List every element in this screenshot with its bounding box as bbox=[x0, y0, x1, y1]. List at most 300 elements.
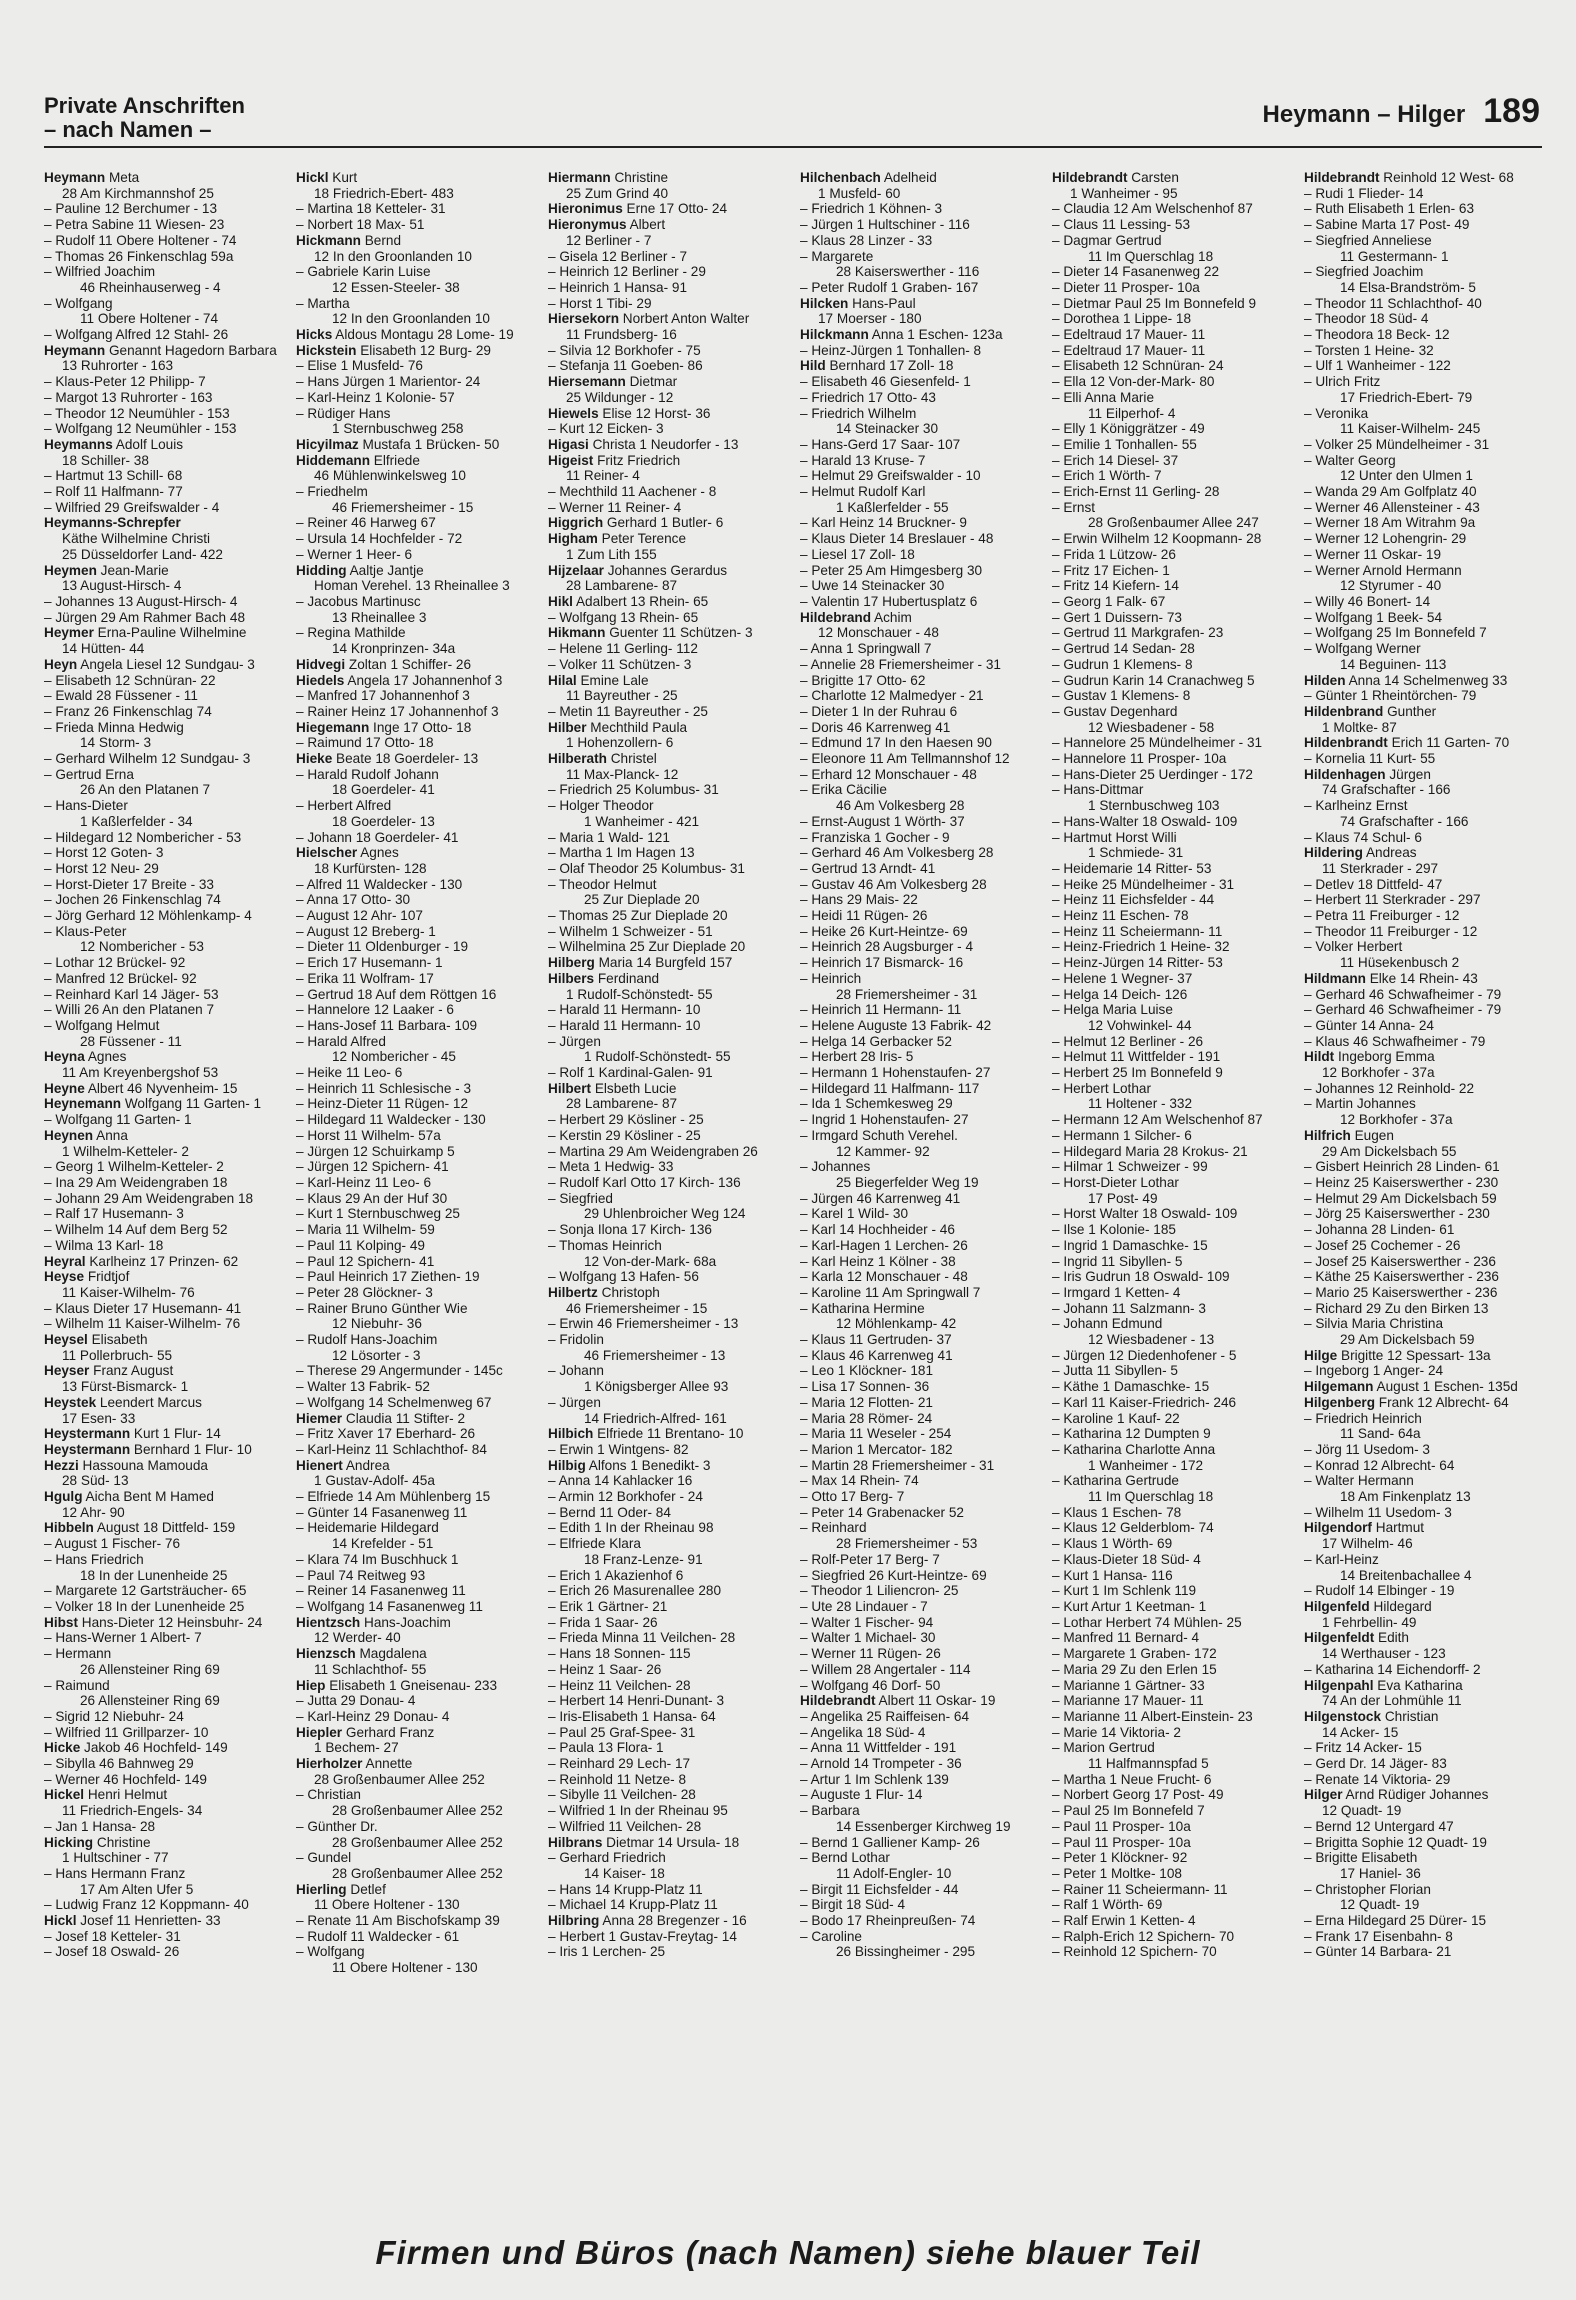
directory-entry: 1 Kaßlerfelder - 34 bbox=[80, 813, 193, 829]
directory-entry: – Wolfgang 14 Fasanenweg 11 bbox=[296, 1598, 483, 1614]
directory-entry: – Dietmar Paul 25 Im Bonnefeld 9 bbox=[1052, 295, 1257, 311]
directory-entry: 18 In der Lunenheide 25 bbox=[80, 1567, 228, 1583]
directory-entry: – Margarete 1 Graben- 172 bbox=[1052, 1646, 1217, 1662]
directory-entry: 26 An den Platanen 7 bbox=[80, 782, 211, 798]
directory-entry: Hielscher Agnes bbox=[296, 845, 399, 861]
directory-entry: – Paul 12 Spichern- 41 bbox=[296, 1253, 435, 1269]
footer-note: Firmen und Büros (nach Namen) siehe blauer Teil bbox=[375, 2234, 1201, 2271]
directory-entry: – Anna 14 Kahlacker 16 bbox=[548, 1473, 693, 1489]
directory-entry: – Reiner 46 Harweg 67 bbox=[296, 515, 436, 531]
directory-entry: Hickstein Elisabeth 12 Burg- 29 bbox=[296, 342, 491, 358]
column-5 bbox=[1052, 170, 1288, 2220]
directory-entry: 12 Unter den Ulmen 1 bbox=[1340, 468, 1473, 484]
directory-entry: – Helga 14 Gerbacker 52 bbox=[800, 1033, 952, 1049]
directory-entry: – Erhard 12 Monschauer - 48 bbox=[800, 766, 977, 782]
directory-entry: – Hans-Walter 18 Oswald- 109 bbox=[1052, 813, 1238, 829]
directory-entry: – Rudolf Hans-Joachim bbox=[296, 1332, 438, 1348]
directory-entry: – Rudolf Karl Otto 17 Kirch- 136 bbox=[548, 1175, 741, 1190]
directory-entry: 1 Rudolf-Schönstedt- 55 bbox=[566, 986, 713, 1002]
directory-entry: – Jürgen 12 Spichern- 41 bbox=[296, 1159, 449, 1175]
directory-entry: – Rudolf 11 Waldecker - 61 bbox=[296, 1928, 460, 1944]
directory-entry: 18 Schiller- 38 bbox=[62, 452, 149, 468]
directory-entry: – Wolfgang 13 Hafen- 56 bbox=[548, 1269, 699, 1285]
directory-entry: 28 Großenbaumer Allee 247 bbox=[1088, 515, 1259, 531]
directory-entry: – Heinz 1 Saar- 26 bbox=[548, 1661, 662, 1677]
surname: Hibst bbox=[44, 1614, 78, 1630]
directory-entry: Hilal Emine Lale bbox=[548, 672, 649, 688]
directory-entry: Hilgenpahl Eva Katharina bbox=[1304, 1677, 1463, 1693]
directory-entry: – Hans 29 Mais- 22 bbox=[800, 892, 918, 908]
directory-entry: – Armin 12 Borkhofer - 24 bbox=[548, 1489, 703, 1505]
directory-entry: 1 Zum Lith 155 bbox=[566, 546, 657, 562]
directory-entry: – Dieter 11 Oldenburger - 19 bbox=[296, 939, 469, 955]
directory-entry: Hieke Beate 18 Goerdeler- 13 bbox=[296, 751, 479, 767]
directory-entry: – Gabriele Karin Luise bbox=[296, 264, 431, 280]
directory-entry: – Helmut 11 Wittfelder - 191 bbox=[1052, 1049, 1221, 1065]
directory-entry: Heyser Franz August bbox=[44, 1363, 174, 1379]
surname: Hijzelaar bbox=[548, 562, 604, 578]
directory-entry: 12 Nombericher - 53 bbox=[80, 939, 204, 955]
surname: Hildt bbox=[1304, 1049, 1335, 1065]
directory-entry: – Ernst bbox=[1052, 499, 1096, 515]
surname: Hilfrich bbox=[1304, 1127, 1351, 1143]
directory-entry: – Heinz-Friedrich 1 Heine- 32 bbox=[1052, 939, 1230, 955]
directory-entry: – Peter 28 Glöckner- 3 bbox=[296, 1284, 433, 1300]
directory-entry: 12 Wiesbadener - 58 bbox=[1088, 719, 1215, 735]
directory-entry: – Gerhard Wilhelm 12 Sundgau- 3 bbox=[44, 751, 251, 767]
directory-entry: – Walter Georg bbox=[1304, 452, 1396, 468]
directory-entry: – Friedhelm bbox=[296, 484, 368, 500]
directory-entry: – Siegfried Anneliese bbox=[1304, 232, 1432, 248]
directory-entry: – Hildegard 11 Waldecker - 130 bbox=[296, 1112, 486, 1128]
directory-entry: – Jörg 25 Kaiserswerther - 230 bbox=[1304, 1206, 1490, 1222]
surname: Heyse bbox=[44, 1269, 85, 1285]
directory-entry: – Claus 11 Lessing- 53 bbox=[1052, 217, 1191, 233]
directory-entry: – Johannes bbox=[800, 1159, 871, 1175]
directory-entry: – Leo 1 Klöckner- 181 bbox=[800, 1363, 934, 1379]
directory-entry: 18 Goerdeler- 13 bbox=[332, 813, 435, 829]
directory-entry: – Hermann 1 Hohenstaufen- 27 bbox=[800, 1065, 991, 1081]
directory-entry: – Maria 12 Flotten- 21 bbox=[800, 1394, 933, 1410]
directory-entry: Hildenbrandt Erich 11 Garten- 70 bbox=[1304, 735, 1510, 751]
directory-entry: – Edith 1 In der Rheinau 98 bbox=[548, 1520, 714, 1536]
directory-entry: – Franziska 1 Gocher - 9 bbox=[800, 829, 950, 845]
directory-entry: Heystermann Bernhard 1 Flur- 10 bbox=[44, 1441, 252, 1457]
page-header-right bbox=[1263, 92, 1540, 131]
surname: Heynemann bbox=[44, 1096, 122, 1112]
directory-entry: – Otto 17 Berg- 7 bbox=[800, 1489, 905, 1505]
surname: Hgulg bbox=[44, 1489, 83, 1505]
directory-entry: – Johannes 13 August-Hirsch- 4 bbox=[44, 593, 238, 609]
directory-entry: 46 Am Volkesberg 28 bbox=[836, 798, 965, 814]
directory-entry: – Ewald 28 Füssener - 11 bbox=[44, 688, 198, 704]
directory-entry: – Heinrich 17 Bismarck- 16 bbox=[800, 955, 964, 971]
directory-entry: 18 Franz-Lenze- 91 bbox=[584, 1551, 703, 1567]
surname: Heymanns-Schrepfer bbox=[44, 515, 181, 531]
directory-entry: – Maria 28 Römer- 24 bbox=[800, 1410, 933, 1426]
directory-entry: Heyral Karlheinz 17 Prinzen- 62 bbox=[44, 1253, 239, 1269]
directory-entry: – Günther Dr. bbox=[296, 1818, 378, 1834]
directory-entry: – Christopher Florian bbox=[1304, 1881, 1431, 1897]
directory-entry: Heyn Angela Liesel 12 Sundgau- 3 bbox=[44, 656, 255, 672]
directory-entry: – Ingeborg 1 Anger- 24 bbox=[1304, 1363, 1444, 1379]
directory-entry: – Volker 25 Mündelheimer - 31 bbox=[1304, 436, 1490, 452]
directory-entry: – Herbert 1 Gustav-Freytag- 14 bbox=[548, 1928, 737, 1944]
directory-entry: – Hartmut 13 Schill- 68 bbox=[44, 468, 183, 484]
directory-entry: – Josef 18 Ketteler- 31 bbox=[44, 1928, 181, 1944]
directory-entry: – Max 14 Rhein- 74 bbox=[800, 1473, 919, 1489]
directory-entry: – Elisabeth 12 Schnüran- 24 bbox=[1052, 358, 1224, 374]
directory-entry: – Elli Anna Marie bbox=[1052, 389, 1155, 405]
directory-entry: – Jacobus Martinusc bbox=[296, 593, 421, 609]
directory-entry: – Horst 12 Goten- 3 bbox=[44, 845, 164, 861]
surname: Heyne bbox=[44, 1080, 85, 1096]
directory-entry: – Johann 11 Salzmann- 3 bbox=[1052, 1300, 1206, 1316]
directory-entry: Heystek Leendert Marcus bbox=[44, 1394, 202, 1410]
directory-entry: 11 Halfmannspfad 5 bbox=[1088, 1756, 1209, 1772]
directory-entry: 14 Essenberger Kirchweg 19 bbox=[836, 1818, 1011, 1834]
surname: Hildebrand bbox=[800, 609, 871, 625]
directory-entry: – Günter 1 Rheintörchen- 79 bbox=[1304, 688, 1477, 704]
directory-entry: – Hans 14 Krupp-Platz 11 bbox=[548, 1881, 703, 1897]
directory-entry: – Werner 46 Allensteiner - 43 bbox=[1304, 499, 1480, 515]
directory-entry: – Lothar 12 Brückel- 92 bbox=[44, 955, 186, 971]
directory-entry: – Birgit 18 Süd- 4 bbox=[800, 1897, 906, 1913]
directory-entry: – Heinrich 12 Berliner - 29 bbox=[548, 264, 706, 280]
directory-entry: – Margarete 12 Gartsträucher- 65 bbox=[44, 1583, 247, 1599]
name-range: Heymann – Hilger bbox=[1262, 101, 1466, 128]
directory-entry: – Friedrich Wilhelm bbox=[800, 405, 917, 421]
directory-entry: 1 Bechem- 27 bbox=[314, 1740, 399, 1756]
directory-entry: 1 Wilhelm-Ketteler- 2 bbox=[62, 1143, 189, 1159]
directory-entry: – Johann 29 Am Weidengraben 18 bbox=[44, 1190, 254, 1206]
directory-entry: 12 Quadt- 19 bbox=[1322, 1803, 1402, 1819]
directory-entry: Higeist Fritz Friedrich bbox=[548, 452, 681, 468]
directory-entry: – Harald 11 Hermann- 10 bbox=[548, 1002, 701, 1018]
directory-entry: Hilge Brigitte 12 Spessart- 13a bbox=[1304, 1347, 1491, 1363]
directory-entry: – Ralf 17 Husemann- 3 bbox=[44, 1206, 184, 1222]
directory-entry: Heyse Fridtjof bbox=[44, 1269, 130, 1285]
directory-entry: 26 Bissingheimer - 295 bbox=[836, 1944, 976, 1960]
directory-entry: 12 Monschauer - 48 bbox=[818, 625, 939, 641]
directory-entry: – Klaus 74 Schul- 6 bbox=[1304, 829, 1422, 845]
directory-entry: – Ingrid 11 Sibyllen- 5 bbox=[1052, 1253, 1183, 1269]
directory-entry: – Ingrid 1 Hohenstaufen- 27 bbox=[800, 1112, 969, 1128]
directory-entry: – Marianne 17 Mauer- 11 bbox=[1052, 1693, 1204, 1709]
directory-entry: Hilgenstock Christian bbox=[1304, 1708, 1439, 1724]
directory-entry: – Norbert 18 Max- 51 bbox=[296, 217, 425, 233]
directory-entry: – Konrad 12 Albrecht- 64 bbox=[1304, 1457, 1455, 1473]
directory-entry: – Erna Hildegard 25 Dürer- 15 bbox=[1304, 1913, 1487, 1929]
surname: Hilge bbox=[1304, 1347, 1338, 1363]
directory-entry: 1 Wanheimer - 421 bbox=[584, 813, 700, 829]
directory-entry: – Frank 17 Eisenbahn- 8 bbox=[1304, 1928, 1453, 1944]
surname: Heyna bbox=[44, 1049, 85, 1065]
directory-entry: 1 Kaßlerfelder - 55 bbox=[836, 499, 949, 515]
directory-entry: Hijzelaar Johannes Gerardus bbox=[548, 562, 728, 578]
column-1 bbox=[44, 170, 280, 2220]
directory-entry: 74 Grafschafter - 166 bbox=[1340, 813, 1469, 829]
directory-entry: – Wilfried 11 Veilchen- 28 bbox=[548, 1818, 702, 1834]
directory-entry: – Fritz Xaver 17 Eberhard- 26 bbox=[296, 1426, 476, 1442]
directory-entry: Heymann Meta bbox=[44, 170, 140, 185]
directory-entry: – Horst 12 Neu- 29 bbox=[44, 860, 159, 876]
column-6 bbox=[1304, 170, 1540, 2220]
directory-entry: – Wolfgang 1 Beek- 54 bbox=[1304, 609, 1443, 625]
directory-entry: – Elisabeth 12 Schnüran- 22 bbox=[44, 672, 216, 688]
directory-entry: – Heinz-Jürgen 1 Tonhallen- 8 bbox=[800, 342, 982, 358]
directory-entry: – Erika Cäcilie bbox=[800, 782, 887, 798]
directory-entry: – Klaus Dieter 14 Breslauer - 48 bbox=[800, 531, 994, 547]
directory-entry: Heysel Elisabeth bbox=[44, 1332, 148, 1348]
directory-entry: 29 Uhlenbroicher Weg 124 bbox=[584, 1206, 746, 1222]
directory-entry: – Gudrun 1 Klemens- 8 bbox=[1052, 656, 1193, 672]
directory-entry: Hiep Elisabeth 1 Gneisenau- 233 bbox=[296, 1677, 498, 1693]
directory-entry: 14 Elsa-Brandström- 5 bbox=[1340, 279, 1476, 295]
directory-entry: – Paul 25 Graf-Spee- 31 bbox=[548, 1724, 696, 1740]
directory-entry: – Reinhard Karl 14 Jäger- 53 bbox=[44, 986, 219, 1002]
directory-entry: 74 Grafschafter - 166 bbox=[1322, 782, 1451, 798]
surname: Hielscher bbox=[296, 845, 358, 861]
directory-entry: – Ilse 1 Kolonie- 185 bbox=[1052, 1222, 1176, 1238]
directory-entry: – Thomas 25 Zur Dieplade 20 bbox=[548, 908, 728, 924]
directory-entry: – Margarete bbox=[800, 248, 874, 264]
directory-entry: – Alfred 11 Waldecker - 130 bbox=[296, 876, 463, 892]
directory-entry: 25 Wildunger - 12 bbox=[566, 389, 674, 405]
directory-entry: – Hans-Dieter 25 Uerdinger - 172 bbox=[1052, 766, 1253, 782]
directory-entry: 14 Kaiser- 18 bbox=[584, 1865, 665, 1881]
directory-entry: – Manfred 17 Johannenhof 3 bbox=[296, 688, 470, 704]
directory-entry: – Josef 25 Cochemer - 26 bbox=[1304, 1237, 1461, 1253]
directory-entry: 12 Nombericher - 45 bbox=[332, 1049, 456, 1065]
directory-entry: – Hans-Josef 11 Barbara- 109 bbox=[296, 1017, 478, 1033]
directory-entry: 13 August-Hirsch- 4 bbox=[62, 578, 182, 594]
directory-entry: – Gisbert Heinrich 28 Linden- 61 bbox=[1304, 1159, 1500, 1175]
directory-entry: – Walter 1 Michael- 30 bbox=[800, 1630, 936, 1646]
directory-entry: – Torsten 1 Heine- 32 bbox=[1304, 342, 1434, 358]
directory-entry: – Martina 18 Ketteler- 31 bbox=[296, 201, 446, 217]
directory-entry: – Frieda Minna Hedwig bbox=[44, 719, 184, 735]
directory-entry: Hicks Aldous Montagu 28 Lome- 19 bbox=[296, 327, 514, 343]
surname: Hilden bbox=[1304, 672, 1346, 688]
directory-entry: Heynen Anna bbox=[44, 1127, 128, 1143]
directory-entry: – Lisa 17 Sonnen- 36 bbox=[800, 1379, 930, 1395]
directory-entry: Hilgenfeld Hildegard bbox=[1304, 1598, 1432, 1614]
directory-entry: 28 Friemersheimer - 31 bbox=[836, 986, 978, 1002]
directory-entry: Heymann Genannt Hagedorn Barbara bbox=[44, 342, 277, 358]
directory-entry: – Karl 11 Kaiser-Friedrich- 246 bbox=[1052, 1394, 1237, 1410]
surname: Higeist bbox=[548, 452, 594, 468]
directory-entry: – Karl-Heinz 11 Leo- 6 bbox=[296, 1175, 432, 1190]
directory-entry: – Wilfried 1 In der Rheinau 95 bbox=[548, 1803, 728, 1819]
surname: Heyral bbox=[44, 1253, 86, 1269]
directory-entry: Hiewels Elise 12 Horst- 36 bbox=[548, 405, 711, 421]
directory-entry: – Harald Rudolf Johann bbox=[296, 766, 439, 782]
directory-entry: – Michael 14 Krupp-Platz 11 bbox=[548, 1897, 718, 1913]
directory-entry: – Wolfgang bbox=[296, 1944, 365, 1960]
surname: Hicke bbox=[44, 1740, 81, 1756]
directory-entry: 12 Quadt- 19 bbox=[1340, 1897, 1420, 1913]
directory-entry: – Reinhold 11 Netze- 8 bbox=[548, 1771, 687, 1787]
directory-entry: – Ulf 1 Wanheimer - 122 bbox=[1304, 358, 1451, 374]
directory-entry: 1 Schmiede- 31 bbox=[1088, 845, 1184, 861]
directory-entry: – Renate 14 Viktoria- 29 bbox=[1304, 1771, 1451, 1787]
directory-entry: – Karoline 1 Kauf- 22 bbox=[1052, 1410, 1180, 1426]
directory-entry: Hickl Josef 11 Henrietten- 33 bbox=[44, 1913, 221, 1929]
directory-entry: – Helene Auguste 13 Fabrik- 42 bbox=[800, 1017, 992, 1033]
directory-entry: – Gerd Dr. 14 Jäger- 83 bbox=[1304, 1756, 1447, 1772]
directory-entry: – Ernst-August 1 Wörth- 37 bbox=[800, 813, 965, 829]
directory-entry: – Gertrud 18 Auf dem Röttgen 16 bbox=[296, 986, 497, 1002]
directory-entry: – Rolf 1 Kardinal-Galen- 91 bbox=[548, 1065, 713, 1081]
surname: Hildenbrand bbox=[1304, 703, 1384, 719]
surname: Hikmann bbox=[548, 625, 606, 641]
directory-entry: – Hannelore 11 Prosper- 10a bbox=[1052, 751, 1227, 767]
directory-entry: – Paula 13 Flora- 1 bbox=[548, 1740, 664, 1756]
directory-entry: – Hans Hermann Franz bbox=[44, 1865, 186, 1881]
directory-entry: – Marie 14 Viktoria- 2 bbox=[1052, 1724, 1181, 1740]
directory-entry: 12 Kammer- 92 bbox=[836, 1143, 930, 1159]
directory-entry: Hildebrandt Albert 11 Oskar- 19 bbox=[800, 1693, 996, 1709]
surname: Hickmann bbox=[296, 232, 361, 248]
directory-entry: – Hartmut Horst Willi bbox=[1052, 829, 1177, 845]
directory-entry: – Kurt Artur 1 Keetman- 1 bbox=[1052, 1598, 1207, 1614]
directory-entry: – Rainer Bruno Günther Wie bbox=[296, 1300, 468, 1316]
directory-entry: Hilbrans Dietmar 14 Ursula- 18 bbox=[548, 1834, 740, 1850]
directory-entry: – Johann 18 Goerdeler- 41 bbox=[296, 829, 459, 845]
directory-entry: Hierling Detlef bbox=[296, 1881, 386, 1897]
directory-entry: Heynemann Wolfgang 11 Garten- 1 bbox=[44, 1096, 262, 1112]
directory-entry: – Jörg Gerhard 12 Möhlenkamp- 4 bbox=[44, 908, 252, 924]
surname: Hiermann bbox=[548, 170, 611, 185]
directory-entry: 28 Großenbaumer Allee 252 bbox=[332, 1865, 503, 1881]
directory-entry: – Edeltraud 17 Mauer- 11 bbox=[1052, 327, 1206, 343]
surname: Heystek bbox=[44, 1394, 97, 1410]
directory-entry: 14 Krefelder - 51 bbox=[332, 1536, 434, 1552]
directory-entry: – Heike 26 Kurt-Heintze- 69 bbox=[800, 923, 968, 939]
directory-entry: – Maria 29 Zu den Erlen 15 bbox=[1052, 1661, 1217, 1677]
directory-entry: 12 In den Groonlanden 10 bbox=[314, 248, 472, 264]
directory-entry: 14 Beguinen- 113 bbox=[1340, 656, 1447, 672]
directory-entry: – Therese 29 Angermunder - 145c bbox=[296, 1363, 503, 1379]
directory-entry: – Herbert 11 Sterkrader - 297 bbox=[1304, 892, 1481, 908]
directory-entry: – Helene 11 Gerling- 112 bbox=[548, 641, 698, 657]
directory-entry: Hikl Adalbert 13 Rhein- 65 bbox=[548, 593, 709, 609]
directory-entry: – Theodor 11 Freiburger - 12 bbox=[1304, 923, 1478, 939]
directory-entry: – Veronika bbox=[1304, 405, 1369, 421]
directory-entry: Hiddemann Elfriede bbox=[296, 452, 420, 468]
directory-entry: – Hermann 12 Am Welschenhof 87 bbox=[1052, 1112, 1263, 1128]
directory-entry: 18 Goerdeler- 41 bbox=[332, 782, 435, 798]
directory-entry: – Erwin 46 Friemersheimer - 13 bbox=[548, 1316, 739, 1332]
directory-entry: – Reinhold 12 Spichern- 70 bbox=[1052, 1944, 1217, 1960]
directory-entry: – Angelika 25 Raiffeisen- 64 bbox=[800, 1708, 970, 1724]
directory-entry: – Charlotte 12 Malmedyer - 21 bbox=[800, 688, 984, 704]
directory-entry: – Klaus 1 Eschen- 78 bbox=[1052, 1504, 1182, 1520]
directory-entry: – Hildegard Maria 28 Krokus- 21 bbox=[1052, 1143, 1248, 1159]
directory-entry: Hilgendorf Hartmut bbox=[1304, 1520, 1425, 1536]
directory-entry: – Dieter 11 Prosper- 10a bbox=[1052, 279, 1200, 295]
directory-entry: – Petra 11 Freiburger - 12 bbox=[1304, 908, 1460, 924]
directory-entry: – Klaus 1 Wörth- 69 bbox=[1052, 1536, 1173, 1552]
directory-entry: – Heidi 11 Rügen- 26 bbox=[800, 908, 928, 924]
surname: Heymann bbox=[44, 342, 106, 358]
directory-entry: – Marianne 11 Albert-Einstein- 23 bbox=[1052, 1708, 1253, 1724]
directory-entry: – Jürgen 12 Schuirkamp 5 bbox=[296, 1143, 455, 1159]
directory-entry: Hildebrand Achim bbox=[800, 609, 912, 625]
directory-entry: 13 Ruhrorter - 163 bbox=[62, 358, 174, 374]
column-2 bbox=[296, 170, 532, 2220]
directory-entry: – Theodor 12 Neumühler - 153 bbox=[44, 405, 230, 421]
directory-entry: – Mechthild 11 Aachener - 8 bbox=[548, 484, 717, 500]
directory-entry: – Jürgen 46 Karrenweg 41 bbox=[800, 1190, 961, 1206]
directory-entry: – Walter 13 Fabrik- 52 bbox=[296, 1379, 430, 1395]
directory-entry: – Gertrud 14 Sedan- 28 bbox=[1052, 641, 1195, 657]
directory-entry: – Rainer 11 Scheiermann- 11 bbox=[1052, 1881, 1228, 1897]
directory-entry: – Auguste 1 Flur- 14 bbox=[800, 1787, 923, 1803]
directory-entry: 12 Möhlenkamp- 42 bbox=[836, 1316, 957, 1332]
directory-entry: – Paul Heinrich 17 Ziethen- 19 bbox=[296, 1269, 480, 1285]
directory-entry: – Heinrich 1 Hansa- 91 bbox=[548, 279, 688, 295]
directory-entry: Hilgenberg Frank 12 Albrecht- 64 bbox=[1304, 1394, 1509, 1410]
surname: Hild bbox=[800, 358, 826, 374]
directory-entry: – Valentin 17 Hubertusplatz 6 bbox=[800, 593, 978, 609]
directory-entry: Homan Verehel. 13 Rheinallee 3 bbox=[314, 578, 510, 594]
directory-entry: 1 Hohenzollern- 6 bbox=[566, 735, 674, 751]
directory-entry: – Karl 14 Hochheider - 46 bbox=[800, 1222, 955, 1238]
directory-entry: – Klaus 11 Gertruden- 37 bbox=[800, 1332, 952, 1348]
directory-entry: – Stefanja 11 Goeben- 86 bbox=[548, 358, 703, 374]
surname: Hicks bbox=[296, 327, 333, 343]
directory-entry: – Rolf-Peter 17 Berg- 7 bbox=[800, 1551, 940, 1567]
directory-entry: – Peter 1 Moltke- 108 bbox=[1052, 1865, 1182, 1881]
directory-entry bbox=[44, 515, 280, 531]
directory-entry: – Werner Arnold Hermann bbox=[1304, 562, 1462, 578]
directory-entry: 1 Moltke- 87 bbox=[1322, 719, 1397, 735]
directory-entry: – Franz 26 Finkenschlag 74 bbox=[44, 703, 212, 719]
directory-entry: – Lothar Herbert 74 Mühlen- 25 bbox=[1052, 1614, 1242, 1630]
directory-entry: – Brigitte 17 Otto- 62 bbox=[800, 672, 926, 688]
directory-entry: – Hannelore 25 Mündelheimer - 31 bbox=[1052, 735, 1263, 751]
directory-entry: – Rudolf 14 Elbinger - 19 bbox=[1304, 1583, 1455, 1599]
page-number: 189 bbox=[1483, 92, 1540, 130]
directory-entry: 1 Sternbuschweg 103 bbox=[1088, 798, 1220, 814]
directory-entry: – Katharina Hermine bbox=[800, 1300, 925, 1316]
directory-entry: – Anna 1 Springwall 7 bbox=[800, 641, 932, 657]
surname: Hilchenbach bbox=[800, 170, 881, 185]
directory-entry: – Gert 1 Duissern- 73 bbox=[1052, 609, 1182, 625]
directory-entry: Heystermann Kurt 1 Flur- 14 bbox=[44, 1426, 221, 1442]
directory-entry: 12 Essen-Steeler- 38 bbox=[332, 279, 460, 295]
directory-entry: – Wilfried 11 Grillparzer- 10 bbox=[44, 1724, 209, 1740]
directory-entry: – Manfred 11 Bernard- 4 bbox=[1052, 1630, 1200, 1646]
surname: Hienzsch bbox=[296, 1646, 356, 1662]
directory-entry: 11 Kaiser-Wilhelm- 245 bbox=[1340, 421, 1481, 437]
directory-entry: – Olaf Theodor 25 Kolumbus- 31 bbox=[548, 860, 745, 876]
directory-entry: – Hildegard 12 Nombericher - 53 bbox=[44, 829, 242, 845]
directory-entry: Hickel Henri Helmut bbox=[44, 1787, 168, 1803]
directory-entry: – Martin Johannes bbox=[1304, 1096, 1416, 1112]
directory-entry: – Reiner 14 Fasanenweg 11 bbox=[296, 1583, 466, 1599]
surname: Higasi bbox=[548, 436, 589, 452]
directory-entry: – Heike 25 Mündelheimer - 31 bbox=[1052, 876, 1235, 892]
surname: Hibbeln bbox=[44, 1520, 94, 1536]
directory-entry: 14 Acker- 15 bbox=[1322, 1724, 1399, 1740]
directory-entry: – Klaus 29 An der Huf 30 bbox=[296, 1190, 448, 1206]
directory-entry: – Edeltraud 17 Mauer- 11 bbox=[1052, 342, 1206, 358]
directory-entry: – Uwe 14 Steinacker 30 bbox=[800, 578, 945, 594]
directory-entry: – Doris 46 Karrenweg 41 bbox=[800, 719, 951, 735]
